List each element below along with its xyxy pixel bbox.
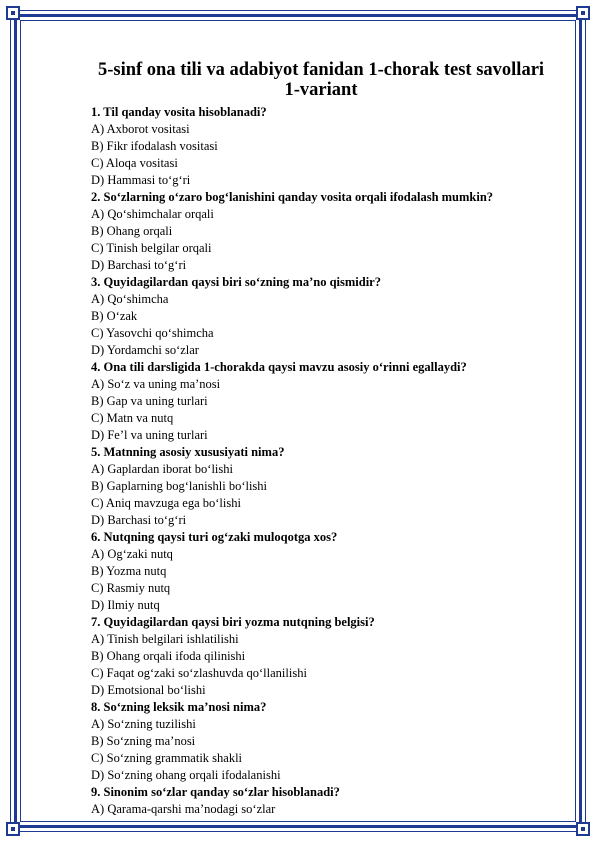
answer-option: D) So‘zning ohang orqali ifodalanishi <box>91 768 281 782</box>
question-item <box>91 784 551 818</box>
question-text: 5. Matnning asosiy xususiyati nima? <box>91 445 285 459</box>
answer-option: B) O‘zak <box>91 309 138 323</box>
answer-option: B) Ohang orqali <box>91 224 173 238</box>
answer-option: A) Og‘zaki nutq <box>91 547 173 561</box>
answer-option: A) So‘z va uning ma’nosi <box>91 377 221 391</box>
question-text: 8. So‘zning leksik ma’nosi nima? <box>91 700 267 714</box>
title-line-1: 5-sinf ona tili va adabiyot fanidan 1-chorak test savollari <box>97 60 545 80</box>
answer-option: D) Barchasi to‘g‘ri <box>91 258 187 272</box>
answer-option: C) Yasovchi qo‘shimcha <box>91 326 214 340</box>
answer-option: A) Qarama-qarshi ma’nodagi so‘zlar <box>91 802 276 816</box>
answer-option: A) Axborot vositasi <box>91 122 190 136</box>
question-item <box>91 699 551 784</box>
corner-ornament <box>576 822 590 836</box>
question-item <box>91 274 551 359</box>
answer-option: B) Yozma nutq <box>91 564 167 578</box>
answer-option: A) Qo‘shimcha <box>91 292 169 306</box>
answer-option: D) Ilmiy nutq <box>91 598 160 612</box>
answer-option: C) Rasmiy nutq <box>91 581 171 595</box>
question-text: 3. Quyidagilardan qaysi biri so‘zning ma’no qismidir? <box>91 275 381 289</box>
question-item <box>91 614 551 699</box>
answer-option: A) Tinish belgilari ishlatilishi <box>91 632 239 646</box>
answer-option: B) Gaplarning bog‘lanishli bo‘lishi <box>91 479 268 493</box>
answer-option: B) Gap va uning turlari <box>91 394 208 408</box>
answer-option: C) Tinish belgilar orqali <box>91 241 212 255</box>
answer-option: D) Barchasi to‘g‘ri <box>91 513 187 527</box>
question-item <box>91 529 551 614</box>
answer-option: D) Fe’l va uning turlari <box>91 428 208 442</box>
answer-option: A) So‘zning tuzilishi <box>91 717 196 731</box>
answer-option: C) Matn va nutq <box>91 411 174 425</box>
answer-option: D) Hammasi to‘g‘ri <box>91 173 191 187</box>
answer-option: C) So‘zning grammatik shakli <box>91 751 243 765</box>
question-item <box>91 189 551 274</box>
question-text: 6. Nutqning qaysi turi og‘zaki muloqotga xos? <box>91 530 338 544</box>
document-body <box>91 60 551 818</box>
answer-option: B) Fikr ifodalash vositasi <box>91 139 218 153</box>
answer-option: C) Faqat og‘zaki so‘zlashuvda qo‘llanilishi <box>91 666 307 680</box>
answer-option: C) Aloqa vositasi <box>91 156 178 170</box>
question-item <box>91 444 551 529</box>
question-text: 9. Sinonim so‘zlar qanday so‘zlar hisoblanadi? <box>91 785 340 799</box>
answer-option: C) Aniq mavzuga ega bo‘lishi <box>91 496 241 510</box>
question-text: 4. Ona tili darsligida 1-chorakda qaysi mavzu asosiy o‘rinni egallaydi? <box>91 360 467 374</box>
answer-option: A) Gaplardan iborat bo‘lishi <box>91 462 233 476</box>
corner-ornament <box>576 6 590 20</box>
answer-option: D) Yordamchi so‘zlar <box>91 343 199 357</box>
question-list <box>91 104 551 818</box>
corner-ornament <box>6 822 20 836</box>
question-item <box>91 359 551 444</box>
title-line-2: 1-variant <box>284 80 358 100</box>
answer-option: B) Ohang orqali ifoda qilinishi <box>91 649 246 663</box>
question-text: 7. Quyidagilardan qaysi biri yozma nutqning belgisi? <box>91 615 375 629</box>
answer-option: A) Qo‘shimchalar orqali <box>91 207 214 221</box>
answer-option: B) So‘zning ma’nosi <box>91 734 196 748</box>
question-text: 2. So‘zlarning o‘zaro bog‘lanishini qanday vosita orqali ifodalash mumkin? <box>91 190 494 204</box>
question-text: 1. Til qanday vosita hisoblanadi? <box>91 105 267 119</box>
answer-option: D) Emotsional bo‘lishi <box>91 683 206 697</box>
page-title <box>91 60 551 100</box>
corner-ornament <box>6 6 20 20</box>
question-item <box>91 104 551 189</box>
